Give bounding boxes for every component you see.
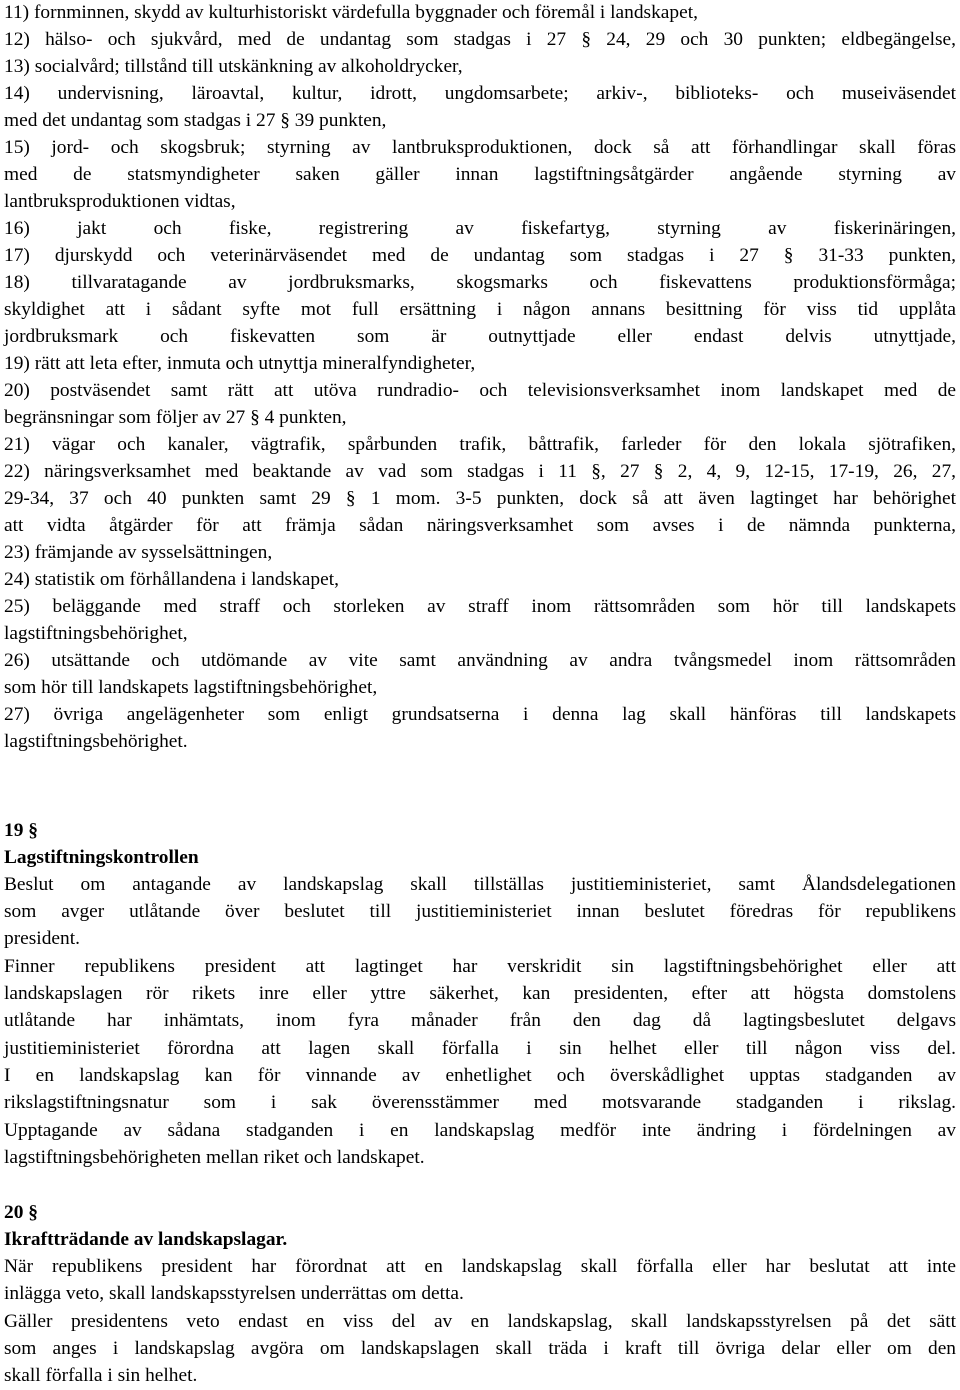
list-line: 25) beläggande med straff och storleken av straff inom rättsområden som hör till landskapets [4, 596, 956, 617]
list-line: 29-34, 37 och 40 punkten samt 29 § 1 mom. 3-5 punkten, dock så att även lagtinget har behörighet [4, 488, 956, 509]
section-20-number: 20 § [4, 1202, 38, 1223]
section-19-title: Lagstiftningskontrollen [4, 847, 199, 868]
list-line: jordbruksmark och fiskevatten som är outnyttjade eller endast delvis utnyttjade, [4, 326, 956, 347]
list-line: som hör till landskapets lagstiftningsbehörighet, [4, 677, 378, 698]
section-19-number: 19 § [4, 820, 38, 841]
section-19-line: president. [4, 928, 80, 949]
list-line: 17) djurskydd och veterinärväsendet med de undantag som stadgas i 27 § 31-33 punkten, [4, 245, 956, 266]
section-20-line: som anges i landskapslag avgöra om landskapslagen skall träda i kraft till övriga delar eller om den [4, 1338, 956, 1359]
list-line: 11) fornminnen, skydd av kulturhistoriskt värdefulla byggnader och föremål i landskapet, [4, 2, 698, 23]
list-line: skyldighet att i sådant syfte mot full ersättning i någon annans besittning för viss tid upplåta [4, 299, 956, 320]
list-line: 26) utsättande och utdömande av vite samt användning av andra tvångsmedel inom rättsområden [4, 650, 956, 671]
section-19-line: som avger utlåtande över beslutet till justitieministeriet innan beslutet föredras för republikens [4, 901, 956, 922]
list-line: 21) vägar och kanaler, vägtrafik, spårbunden trafik, båttrafik, farleder för den lokala sjötrafiken, [4, 434, 956, 455]
list-line: med de statsmyndigheter saken gäller innan lagstiftningsåtgärder angående styrning av [4, 164, 956, 185]
list-line: begränsningar som följer av 27 § 4 punkten, [4, 407, 347, 428]
list-line: 14) undervisning, läroavtal, kultur, idrott, ungdomsarbete; arkiv-, biblioteks- och museiväsendet [4, 83, 956, 104]
list-line: 20) postväsendet samt rätt att utöva rundradio- och televisionsverksamhet inom landskapet med de [4, 380, 956, 401]
section-19-line: Beslut om antagande av landskapslag skall tillställas justitieministeriet, samt Ålandsdelegationen [4, 874, 956, 895]
list-line: med det undantag som stadgas i 27 § 39 punkten, [4, 110, 387, 131]
list-line: 24) statistik om förhållandena i landskapet, [4, 569, 339, 590]
section-20-title: Ikraftträdande av landskapslagar. [4, 1229, 288, 1250]
list-line: 22) näringsverksamhet med beaktande av vad som stadgas i 11 §, 27 § 2, 4, 9, 12-15, 17-19, 26, 27, [4, 461, 956, 482]
section-19-line: lagstiftningsbehörigheten mellan riket och landskapet. [4, 1147, 425, 1168]
section-20-line: Gäller presidentens veto endast en viss del av en landskapslag, skall landskapsstyrelsen på det sätt [4, 1311, 956, 1332]
list-line: 13) socialvård; tillstånd till utskänkning av alkoholdrycker, [4, 56, 463, 77]
section-19-line: Upptagande av sådana stadganden i en landskapslag medför inte ändring i fördelningen av [4, 1120, 956, 1141]
list-line: 15) jord- och skogsbruk; styrning av lantbruksproduktionen, dock så att förhandlingar skall föras [4, 137, 956, 158]
section-19-line: landskapslagen rör rikets inre eller yttre säkerhet, kan presidenten, efter att högsta domstolens [4, 983, 956, 1004]
list-line: 16) jakt och fiske, registrering av fiskefartyg, styrning av fiskerinäringen, [4, 218, 956, 239]
list-line: 19) rätt att leta efter, inmuta och utnyttja mineralfyndigheter, [4, 353, 476, 374]
section-19-line: utlåtande har inhämtats, inom fyra månader från den dag då lagtingsbeslutet delgavs [4, 1010, 956, 1031]
list-line: lagstiftningsbehörighet, [4, 623, 188, 644]
list-line: att vidta åtgärder för att främja sådan näringsverksamhet som avses i de nämnda punkterna, [4, 515, 956, 536]
section-20-line: inlägga veto, skall landskapsstyrelsen underrättas om detta. [4, 1283, 464, 1304]
list-line: 27) övriga angelägenheter som enligt grundsatserna i denna lag skall hänföras till landskapets [4, 704, 956, 725]
section-19-line: I en landskapslag kan för vinnande av enhetlighet och överskådlighet upptas stadganden av [4, 1065, 956, 1086]
section-20-line: När republikens president har förordnat att en landskapslag skall förfalla eller har beslutat att inte [4, 1256, 956, 1277]
section-19-line: Finner republikens president att lagtinget har verskridit sin lagstiftningsbehörighet eller att [4, 956, 956, 977]
list-line: 12) hälso- och sjukvård, med de undantag som stadgas i 27 § 24, 29 och 30 punkten; eldbegängelse, [4, 29, 956, 50]
section-19-line: justitieministeriet förordna att lagen skall förfalla i sin helhet eller till någon viss del. [4, 1038, 956, 1059]
list-line: lantbruksproduktionen vidtas, [4, 191, 236, 212]
list-line: 18) tillvaratagande av jordbruksmarks, skogsmarks och fiskevattens produktionsförmåga; [4, 272, 956, 293]
section-19-line: rikslagstiftningsnatur som i sak överensstämmer med motsvarande stadganden i rikslag. [4, 1092, 956, 1113]
list-line: 23) främjande av sysselsättningen, [4, 542, 273, 563]
list-line: lagstiftningsbehörighet. [4, 731, 188, 752]
section-20-line: skall förfalla i sin helhet. [4, 1365, 198, 1386]
